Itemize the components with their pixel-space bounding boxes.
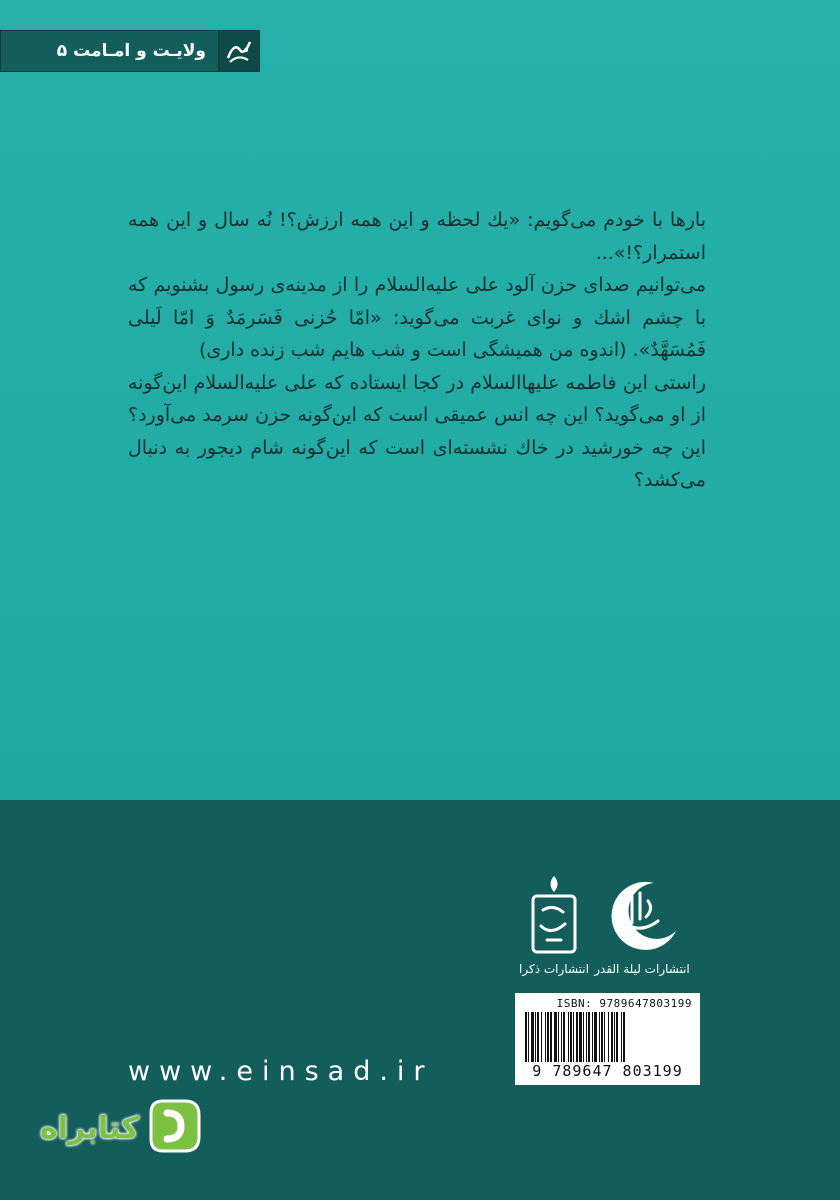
paragraph-2: می‌توانیم صدای حزن آلود علی علیه‌السلام را از مدینه‌ی رسول بشنویم که با چشم اشك و نوای غربت می‌گوید: «امّا حُزنی فَسَرمَدٌ وَ امّا لَیلی فَمُسَهَّدٌ». (اندوه من همیشگی است و شب هایم شب زنده داری) bbox=[128, 274, 706, 361]
ketabrah-logo-icon bbox=[145, 1097, 203, 1159]
publisher-laylat-alqadr bbox=[592, 872, 692, 976]
paragraph-1: بارها با خودم می‌گویم: «یك لحظه و این همه ارزش؟! نُه سال و این همه استمرار؟!»... bbox=[128, 209, 706, 264]
series-title: ولایـت و امـامت ۵ bbox=[56, 41, 206, 61]
publisher-zekra bbox=[504, 872, 604, 976]
series-badge bbox=[0, 30, 260, 72]
crescent-moon-logo-icon bbox=[592, 872, 692, 958]
paragraph-3: راستی این فاطمه علیهاالسلام در کجا ایستاده که علی علیه‌السلام این‌گونه از او می‌گوید؟ این چه انس عمیقی است که این‌گونه حزن سرمد می‌آورد؟ این چه خورشید در خاك نشسته‌ای است که این‌گونه شام دیجور به دنبال می‌کشد؟ bbox=[128, 371, 706, 491]
ketabrah-label: کتابراه bbox=[40, 1110, 139, 1146]
series-emblem-icon bbox=[218, 31, 259, 71]
isbn-digits: 9 789647 803199 bbox=[532, 1062, 683, 1080]
ketabrah-watermark bbox=[40, 1096, 203, 1160]
publisher-name-left: انتشارات ذکرا bbox=[519, 962, 589, 976]
barcode-bars bbox=[523, 1012, 692, 1062]
isbn-barcode bbox=[515, 993, 700, 1085]
back-cover-text bbox=[128, 204, 706, 497]
zekra-logo-icon bbox=[504, 872, 604, 958]
publisher-name-right: انتشارات لیلة القدر bbox=[594, 962, 690, 976]
website-url[interactable]: www.einsad.ir bbox=[128, 1056, 434, 1087]
isbn-label: ISBN: 9789647803199 bbox=[556, 997, 692, 1010]
